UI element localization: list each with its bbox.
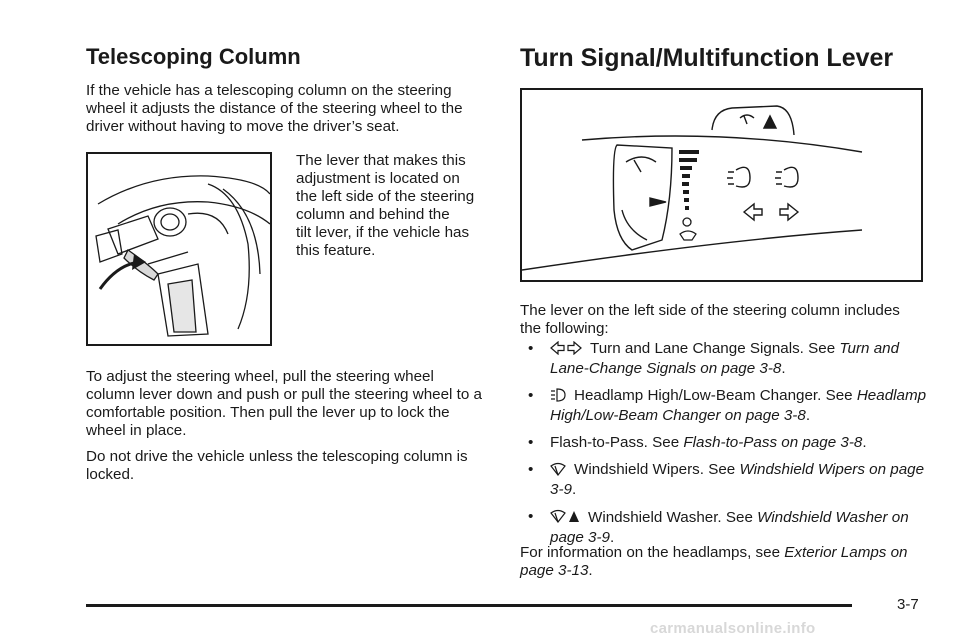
caption-line: The lever that makes this [296, 152, 466, 169]
lever-features-list [528, 340, 928, 556]
lever-drawing [522, 90, 921, 280]
turn-signal-link[interactable]: Turn and Lane-Change Signals on page 3-8 [550, 340, 900, 377]
caption-line: adjustment is located on [296, 170, 460, 187]
period: . [609, 529, 615, 546]
steering-column-drawing [88, 154, 270, 344]
caption-line: this feature. [296, 242, 376, 259]
list-item [528, 508, 928, 547]
list-item [528, 340, 928, 378]
wiper-icon [550, 462, 566, 481]
turn-arrows-icon [550, 341, 582, 360]
period: . [781, 360, 786, 377]
period: . [862, 434, 867, 451]
flash-pass-link[interactable]: Flash-to-Pass on page 3-8 [683, 434, 863, 451]
section-heading-telescoping: Telescoping Column [86, 44, 301, 69]
list-item [528, 387, 928, 425]
locked-warning: Do not drive the vehicle unless the telescoping column is locked. [86, 448, 468, 483]
high-low-link[interactable]: Headlamp High/Low-Beam Changer on page 3-8 [550, 387, 927, 424]
footer-rule [86, 604, 852, 607]
list-item [528, 461, 928, 499]
exterior-lamps-link[interactable]: Exterior Lamps on page 3-13 [520, 544, 908, 579]
flash-pass-text: Flash-to-Pass. See [550, 434, 684, 451]
caption-line: column and behind the [296, 206, 450, 223]
section-heading-turn-signal: Turn Signal/Multifunction Lever [520, 44, 894, 72]
washer-text: Windshield Washer. See [588, 509, 758, 526]
wipers-text: Windshield Wipers. See [574, 461, 740, 478]
multifunction-lever-illustration [520, 88, 923, 282]
list-item [528, 434, 928, 452]
turn-signal-text: Turn and Lane Change Signals. See [590, 340, 840, 357]
watermark: carmanualsonline.info [650, 620, 816, 637]
period: . [571, 481, 577, 498]
high-low-text: Headlamp High/Low-Beam Changer. See [574, 387, 857, 404]
telescoping-intro: If the vehicle has a telescoping column on the steering wheel it adjusts the distance of the steering wheel to the driver without having to move the driver’s seat. [86, 82, 463, 135]
washer-icon [550, 508, 580, 529]
telescoping-lever-illustration [86, 152, 272, 346]
adjust-instructions: To adjust the steering wheel, pull the steering wheel column lever down and push or pull the steering wheel to a comfortable position. Then pull the lever up to lock the wheel in place. [86, 368, 482, 439]
wipers-link[interactable]: Windshield Wipers on page 3-9 [550, 461, 925, 498]
period: . [805, 407, 811, 424]
caption-line: the left side of the steering [296, 188, 475, 205]
headlamps-text: For information on the headlamps, see [520, 544, 785, 561]
washer-link[interactable]: Windshield Washer on page 3-9 [550, 509, 909, 546]
high-beam-icon [550, 388, 566, 407]
caption-line: tilt lever, if the vehicle has [296, 224, 470, 241]
lever-intro: The lever on the left side of the steering column includes the following: [520, 302, 900, 337]
headlamps-reference [520, 544, 920, 580]
lever-location-caption [296, 152, 496, 260]
page-number: 3-7 [897, 596, 919, 613]
period: . [588, 562, 593, 579]
